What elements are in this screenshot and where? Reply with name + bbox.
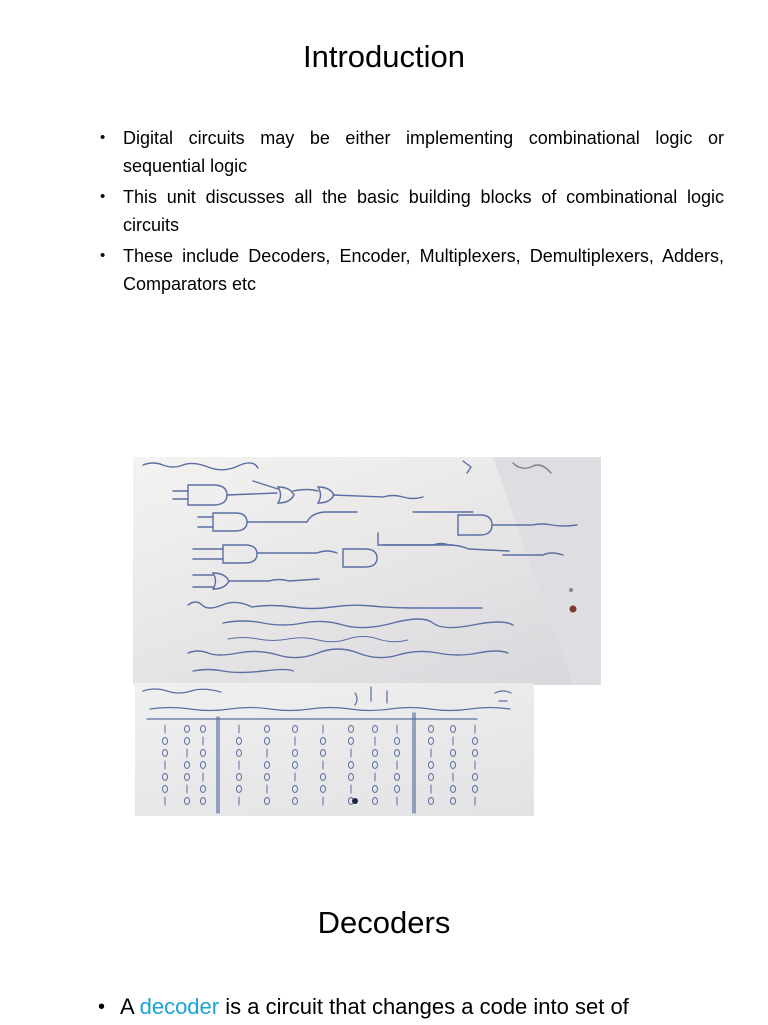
section-title: Decoders bbox=[317, 905, 451, 940]
circuit-diagram-photo bbox=[133, 457, 601, 685]
bullet-glyph: • bbox=[100, 129, 106, 146]
list-item-text: Digital circuits may be either implementing combinational logic or sequential logic bbox=[123, 128, 724, 176]
highlighted-term: decoder bbox=[139, 994, 220, 1019]
list-item-text: These include Decoders, Encoder, Multiplexers, Demultiplexers, Adders, Comparators etc bbox=[123, 246, 724, 294]
bullet-list bbox=[100, 124, 724, 301]
bullet-glyph: • bbox=[100, 247, 106, 264]
list-item bbox=[98, 992, 728, 1022]
list-item-text: This unit discusses all the basic building blocks of combinational logic circuits bbox=[123, 187, 724, 235]
bullet-glyph: • bbox=[100, 188, 106, 205]
bullet-list bbox=[98, 992, 728, 1025]
truth-table-photo bbox=[135, 683, 534, 816]
list-item bbox=[100, 242, 724, 298]
bullet-glyph: • bbox=[98, 996, 106, 1018]
list-item bbox=[100, 183, 724, 239]
bullet-prefix: A bbox=[120, 994, 134, 1019]
list-item bbox=[100, 124, 724, 180]
page-title: Introduction bbox=[303, 39, 465, 74]
bullet-suffix: is a circuit that changes a code into set of bbox=[225, 994, 629, 1019]
